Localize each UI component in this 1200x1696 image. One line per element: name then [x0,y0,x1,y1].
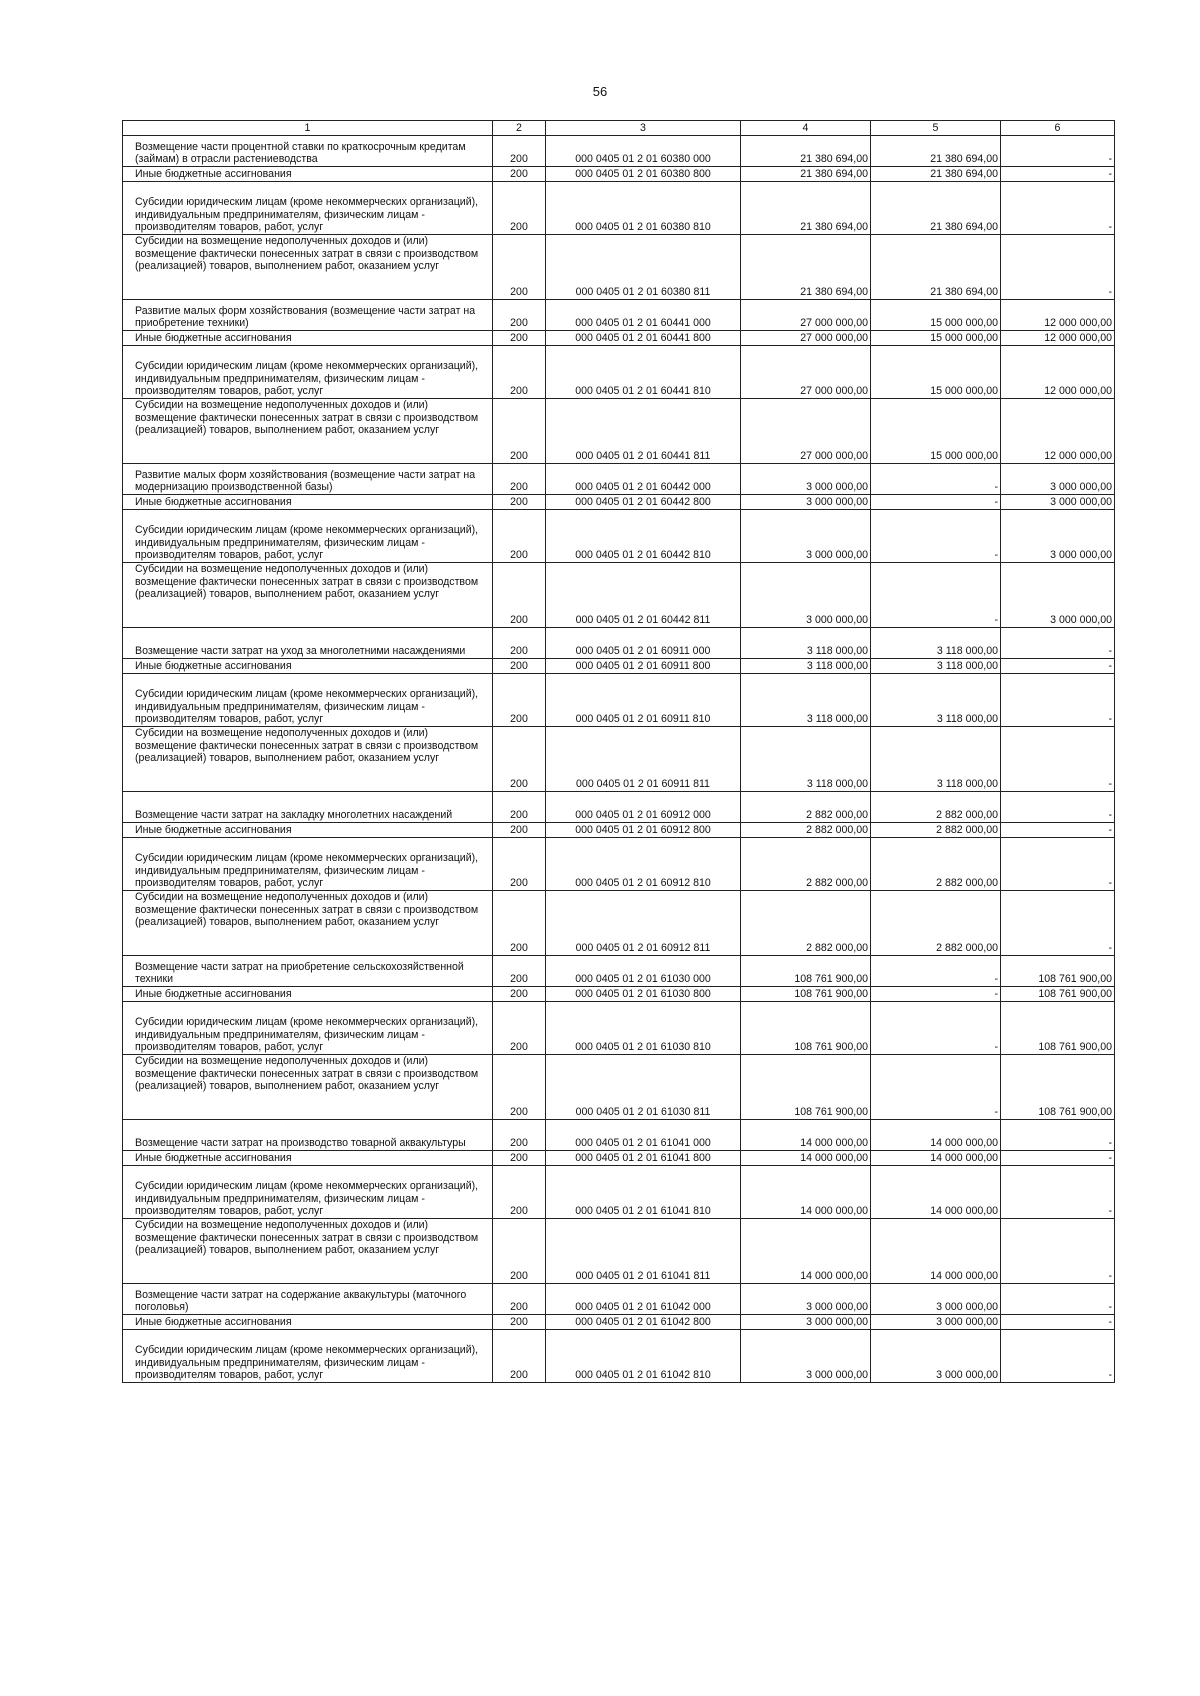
row-name-cell: Субсидии юридическим лицам (кроме некоммерческих организаций), индивидуальным предпринимателям, физическим лицам - производителям товаров, работ, услуг [123,1330,493,1383]
budget-code-cell: 000 0405 01 2 01 60442 811 [546,563,741,628]
admin-code-cell: 200 [493,300,546,331]
amount-col6-cell: - [1001,1284,1115,1315]
amount-col5-cell: 21 380 694,00 [871,136,1001,167]
amount-col5-cell: 15 000 000,00 [871,331,1001,346]
amount-col6-cell: - [1001,891,1115,956]
amount-col5-cell: 3 000 000,00 [871,1330,1001,1383]
row-name-cell: Субсидии на возмещение недополученных доходов и (или) возмещение фактически понесенных затрат в связи с производством (реализацией) товаров, выполнением работ, оказанием услуг [123,1219,493,1284]
amount-col5-cell: 14 000 000,00 [871,1120,1001,1151]
amount-col6-cell: - [1001,136,1115,167]
admin-code-cell: 200 [493,792,546,823]
budget-code-cell: 000 0405 01 2 01 60441 810 [546,346,741,399]
admin-code-cell: 200 [493,727,546,792]
budget-code-cell: 000 0405 01 2 01 60380 811 [546,235,741,300]
amount-col6-cell: - [1001,674,1115,727]
column-header-3: 3 [546,121,741,136]
table-row [123,674,1115,727]
amount-col5-cell: - [871,956,1001,987]
amount-col4-cell: 3 000 000,00 [741,1315,871,1330]
admin-code-cell: 200 [493,1002,546,1055]
amount-col5-cell: - [871,987,1001,1002]
table-row [123,182,1115,235]
budget-code-cell: 000 0405 01 2 01 61042 000 [546,1284,741,1315]
row-name-cell: Субсидии на возмещение недополученных доходов и (или) возмещение фактически понесенных затрат в связи с производством (реализацией) товаров, выполнением работ, оказанием услуг [123,891,493,956]
admin-code-cell: 200 [493,956,546,987]
amount-col5-cell: 14 000 000,00 [871,1151,1001,1166]
amount-col5-cell: 2 882 000,00 [871,823,1001,838]
amount-col5-cell: 21 380 694,00 [871,182,1001,235]
table-row [123,235,1115,300]
amount-col4-cell: 3 000 000,00 [741,464,871,495]
amount-col6-cell: - [1001,1120,1115,1151]
table-row [123,167,1115,182]
amount-col6-cell: 12 000 000,00 [1001,300,1115,331]
budget-code-cell: 000 0405 01 2 01 60441 800 [546,331,741,346]
row-name-cell: Возмещение части процентной ставки по краткосрочным кредитам (займам) в отрасли растениеводства [123,136,493,167]
row-name-cell: Субсидии на возмещение недополученных доходов и (или) возмещение фактически понесенных затрат в связи с производством (реализацией) товаров, выполнением работ, оказанием услуг [123,727,493,792]
budget-code-cell: 000 0405 01 2 01 61042 810 [546,1330,741,1383]
admin-code-cell: 200 [493,659,546,674]
budget-code-cell: 000 0405 01 2 01 61030 800 [546,987,741,1002]
admin-code-cell: 200 [493,823,546,838]
table-row [123,628,1115,659]
budget-code-cell: 000 0405 01 2 01 60911 800 [546,659,741,674]
admin-code-cell: 200 [493,331,546,346]
row-name-cell: Возмещение части затрат на производство товарной аквакультуры [123,1120,493,1151]
table-row [123,1315,1115,1330]
table-row [123,792,1115,823]
amount-col4-cell: 3 000 000,00 [741,495,871,510]
column-header-6: 6 [1001,121,1115,136]
table-row [123,1151,1115,1166]
amount-col4-cell: 3 000 000,00 [741,1330,871,1383]
amount-col5-cell: - [871,1055,1001,1120]
amount-col6-cell: 108 761 900,00 [1001,956,1115,987]
row-name-cell: Субсидии юридическим лицам (кроме некоммерческих организаций), индивидуальным предпринимателям, физическим лицам - производителям товаров, работ, услуг [123,838,493,891]
budget-code-cell: 000 0405 01 2 01 60441 811 [546,399,741,464]
amount-col6-cell: - [1001,727,1115,792]
budget-code-cell: 000 0405 01 2 01 60911 811 [546,727,741,792]
amount-col4-cell: 108 761 900,00 [741,956,871,987]
table-row [123,563,1115,628]
admin-code-cell: 200 [493,510,546,563]
admin-code-cell: 200 [493,136,546,167]
header-row [123,121,1115,136]
amount-col6-cell: 108 761 900,00 [1001,1002,1115,1055]
table-row [123,300,1115,331]
amount-col4-cell: 27 000 000,00 [741,346,871,399]
amount-col6-cell: 3 000 000,00 [1001,495,1115,510]
amount-col6-cell: - [1001,628,1115,659]
amount-col4-cell: 3 118 000,00 [741,659,871,674]
amount-col5-cell: 15 000 000,00 [871,300,1001,331]
admin-code-cell: 200 [493,1120,546,1151]
row-name-cell: Развитие малых форм хозяйствования (возмещение части затрат на приобретение техники) [123,300,493,331]
admin-code-cell: 200 [493,1284,546,1315]
row-name-cell: Возмещение части затрат на закладку многолетних насаждений [123,792,493,823]
row-name-cell: Иные бюджетные ассигнования [123,331,493,346]
row-name-cell: Иные бюджетные ассигнования [123,823,493,838]
amount-col4-cell: 14 000 000,00 [741,1166,871,1219]
page-number: 56 [592,84,608,99]
admin-code-cell: 200 [493,464,546,495]
amount-col6-cell: - [1001,1151,1115,1166]
budget-code-cell: 000 0405 01 2 01 60911 810 [546,674,741,727]
budget-code-cell: 000 0405 01 2 01 60380 000 [546,136,741,167]
row-name-cell: Иные бюджетные ассигнования [123,495,493,510]
amount-col5-cell: 2 882 000,00 [871,792,1001,823]
amount-col5-cell: 2 882 000,00 [871,891,1001,956]
admin-code-cell: 200 [493,1315,546,1330]
table-body [123,136,1115,1383]
admin-code-cell: 200 [493,182,546,235]
row-name-cell: Иные бюджетные ассигнования [123,987,493,1002]
table-row [123,956,1115,987]
table-row [123,464,1115,495]
budget-code-cell: 000 0405 01 2 01 60912 000 [546,792,741,823]
amount-col6-cell: - [1001,823,1115,838]
row-name-cell: Субсидии юридическим лицам (кроме некоммерческих организаций), индивидуальным предпринимателям, физическим лицам - производителям товаров, работ, услуг [123,1166,493,1219]
row-name-cell: Субсидии на возмещение недополученных доходов и (или) возмещение фактически понесенных затрат в связи с производством (реализацией) товаров, выполнением работ, оказанием услуг [123,235,493,300]
admin-code-cell: 200 [493,987,546,1002]
amount-col6-cell: - [1001,182,1115,235]
amount-col5-cell: - [871,563,1001,628]
amount-col6-cell: 12 000 000,00 [1001,399,1115,464]
amount-col5-cell: - [871,495,1001,510]
row-name-cell: Субсидии на возмещение недополученных доходов и (или) возмещение фактически понесенных затрат в связи с производством (реализацией) товаров, выполнением работ, оказанием услуг [123,563,493,628]
amount-col6-cell: - [1001,167,1115,182]
amount-col4-cell: 108 761 900,00 [741,987,871,1002]
table-row [123,823,1115,838]
amount-col5-cell: 14 000 000,00 [871,1219,1001,1284]
amount-col5-cell: 3 118 000,00 [871,628,1001,659]
row-name-cell: Субсидии юридическим лицам (кроме некоммерческих организаций), индивидуальным предпринимателям, физическим лицам - производителям товаров, работ, услуг [123,346,493,399]
column-header-1: 1 [123,121,493,136]
row-name-cell: Субсидии на возмещение недополученных доходов и (или) возмещение фактически понесенных затрат в связи с производством (реализацией) товаров, выполнением работ, оказанием услуг [123,1055,493,1120]
amount-col4-cell: 14 000 000,00 [741,1151,871,1166]
admin-code-cell: 200 [493,1151,546,1166]
amount-col4-cell: 3 118 000,00 [741,674,871,727]
amount-col6-cell: - [1001,235,1115,300]
amount-col6-cell: - [1001,1315,1115,1330]
table-row [123,331,1115,346]
amount-col4-cell: 14 000 000,00 [741,1120,871,1151]
amount-col6-cell: 3 000 000,00 [1001,563,1115,628]
budget-code-cell: 000 0405 01 2 01 61030 811 [546,1055,741,1120]
table-row [123,1002,1115,1055]
amount-col4-cell: 27 000 000,00 [741,300,871,331]
budget-code-cell: 000 0405 01 2 01 60380 800 [546,167,741,182]
amount-col4-cell: 2 882 000,00 [741,838,871,891]
row-name-cell: Субсидии юридическим лицам (кроме некоммерческих организаций), индивидуальным предпринимателям, физическим лицам - производителям товаров, работ, услуг [123,182,493,235]
amount-col5-cell: 21 380 694,00 [871,167,1001,182]
amount-col4-cell: 2 882 000,00 [741,823,871,838]
column-header-2: 2 [493,121,546,136]
budget-code-cell: 000 0405 01 2 01 61030 810 [546,1002,741,1055]
table-row [123,510,1115,563]
table-row [123,1330,1115,1383]
amount-col4-cell: 3 000 000,00 [741,510,871,563]
budget-code-cell: 000 0405 01 2 01 61042 800 [546,1315,741,1330]
amount-col4-cell: 3 118 000,00 [741,628,871,659]
budget-code-cell: 000 0405 01 2 01 61041 810 [546,1166,741,1219]
admin-code-cell: 200 [493,1330,546,1383]
amount-col4-cell: 21 380 694,00 [741,167,871,182]
amount-col4-cell: 27 000 000,00 [741,331,871,346]
admin-code-cell: 200 [493,891,546,956]
row-name-cell: Возмещение части затрат на содержание аквакультуры (маточного поголовья) [123,1284,493,1315]
admin-code-cell: 200 [493,628,546,659]
amount-col5-cell: 15 000 000,00 [871,346,1001,399]
admin-code-cell: 200 [493,235,546,300]
amount-col4-cell: 21 380 694,00 [741,136,871,167]
budget-code-cell: 000 0405 01 2 01 61041 811 [546,1219,741,1284]
admin-code-cell: 200 [493,167,546,182]
amount-col4-cell: 14 000 000,00 [741,1219,871,1284]
amount-col4-cell: 108 761 900,00 [741,1002,871,1055]
table-header [123,121,1115,136]
row-name-cell: Возмещение части затрат на приобретение сельскохозяйственной техники [123,956,493,987]
budget-code-cell: 000 0405 01 2 01 61041 800 [546,1151,741,1166]
amount-col4-cell: 108 761 900,00 [741,1055,871,1120]
amount-col6-cell: - [1001,838,1115,891]
budget-code-cell: 000 0405 01 2 01 60442 800 [546,495,741,510]
budget-code-cell: 000 0405 01 2 01 60441 000 [546,300,741,331]
admin-code-cell: 200 [493,674,546,727]
table-row [123,495,1115,510]
amount-col5-cell: 3 118 000,00 [871,659,1001,674]
table-row [123,1166,1115,1219]
amount-col5-cell: - [871,510,1001,563]
amount-col6-cell: 12 000 000,00 [1001,346,1115,399]
admin-code-cell: 200 [493,1055,546,1120]
amount-col4-cell: 27 000 000,00 [741,399,871,464]
row-name-cell: Субсидии юридическим лицам (кроме некоммерческих организаций), индивидуальным предпринимателям, физическим лицам - производителям товаров, работ, услуг [123,674,493,727]
amount-col5-cell: - [871,1002,1001,1055]
admin-code-cell: 200 [493,495,546,510]
amount-col5-cell: 15 000 000,00 [871,399,1001,464]
amount-col6-cell: - [1001,659,1115,674]
amount-col4-cell: 21 380 694,00 [741,182,871,235]
amount-col5-cell: 14 000 000,00 [871,1166,1001,1219]
table-row [123,1055,1115,1120]
row-name-cell: Иные бюджетные ассигнования [123,1315,493,1330]
table-row [123,346,1115,399]
row-name-cell: Развитие малых форм хозяйствования (возмещение части затрат на модернизацию производственной базы) [123,464,493,495]
row-name-cell: Иные бюджетные ассигнования [123,1151,493,1166]
amount-col6-cell: - [1001,1219,1115,1284]
budget-code-cell: 000 0405 01 2 01 60380 810 [546,182,741,235]
admin-code-cell: 200 [493,1166,546,1219]
table-row [123,727,1115,792]
table-row [123,838,1115,891]
amount-col4-cell: 2 882 000,00 [741,792,871,823]
admin-code-cell: 200 [493,838,546,891]
amount-col5-cell: 3 000 000,00 [871,1284,1001,1315]
table-row [123,1219,1115,1284]
amount-col6-cell: - [1001,1330,1115,1383]
amount-col5-cell: - [871,464,1001,495]
budget-code-cell: 000 0405 01 2 01 60912 811 [546,891,741,956]
table-row [123,136,1115,167]
amount-col6-cell: 108 761 900,00 [1001,1055,1115,1120]
amount-col4-cell: 3 000 000,00 [741,563,871,628]
amount-col6-cell: - [1001,792,1115,823]
budget-code-cell: 000 0405 01 2 01 61041 000 [546,1120,741,1151]
table-row [123,1284,1115,1315]
budget-code-cell: 000 0405 01 2 01 60442 000 [546,464,741,495]
amount-col5-cell: 3 000 000,00 [871,1315,1001,1330]
row-name-cell: Иные бюджетные ассигнования [123,167,493,182]
table-row [123,659,1115,674]
amount-col5-cell: 2 882 000,00 [871,838,1001,891]
table-row [123,1120,1115,1151]
admin-code-cell: 200 [493,563,546,628]
budget-code-cell: 000 0405 01 2 01 60912 800 [546,823,741,838]
amount-col5-cell: 21 380 694,00 [871,235,1001,300]
table-row [123,891,1115,956]
row-name-cell: Возмещение части затрат на уход за многолетними насаждениями [123,628,493,659]
table-row [123,399,1115,464]
amount-col5-cell: 3 118 000,00 [871,674,1001,727]
amount-col6-cell: 12 000 000,00 [1001,331,1115,346]
amount-col4-cell: 3 118 000,00 [741,727,871,792]
row-name-cell: Субсидии юридическим лицам (кроме некоммерческих организаций), индивидуальным предпринимателям, физическим лицам - производителям товаров, работ, услуг [123,1002,493,1055]
budget-code-cell: 000 0405 01 2 01 60912 810 [546,838,741,891]
budget-code-cell: 000 0405 01 2 01 61030 000 [546,956,741,987]
amount-col4-cell: 21 380 694,00 [741,235,871,300]
admin-code-cell: 200 [493,346,546,399]
budget-code-cell: 000 0405 01 2 01 60911 000 [546,628,741,659]
amount-col6-cell: 3 000 000,00 [1001,510,1115,563]
row-name-cell: Субсидии юридическим лицам (кроме некоммерческих организаций), индивидуальным предпринимателям, физическим лицам - производителям товаров, работ, услуг [123,510,493,563]
amount-col5-cell: 3 118 000,00 [871,727,1001,792]
row-name-cell: Субсидии на возмещение недополученных доходов и (или) возмещение фактически понесенных затрат в связи с производством (реализацией) товаров, выполнением работ, оказанием услуг [123,399,493,464]
amount-col6-cell: 3 000 000,00 [1001,464,1115,495]
budget-code-cell: 000 0405 01 2 01 60442 810 [546,510,741,563]
amount-col4-cell: 3 000 000,00 [741,1284,871,1315]
budget-table [122,120,1115,1383]
admin-code-cell: 200 [493,1219,546,1284]
amount-col6-cell: - [1001,1166,1115,1219]
amount-col4-cell: 2 882 000,00 [741,891,871,956]
column-header-5: 5 [871,121,1001,136]
table-row [123,987,1115,1002]
admin-code-cell: 200 [493,399,546,464]
amount-col6-cell: 108 761 900,00 [1001,987,1115,1002]
column-header-4: 4 [741,121,871,136]
row-name-cell: Иные бюджетные ассигнования [123,659,493,674]
